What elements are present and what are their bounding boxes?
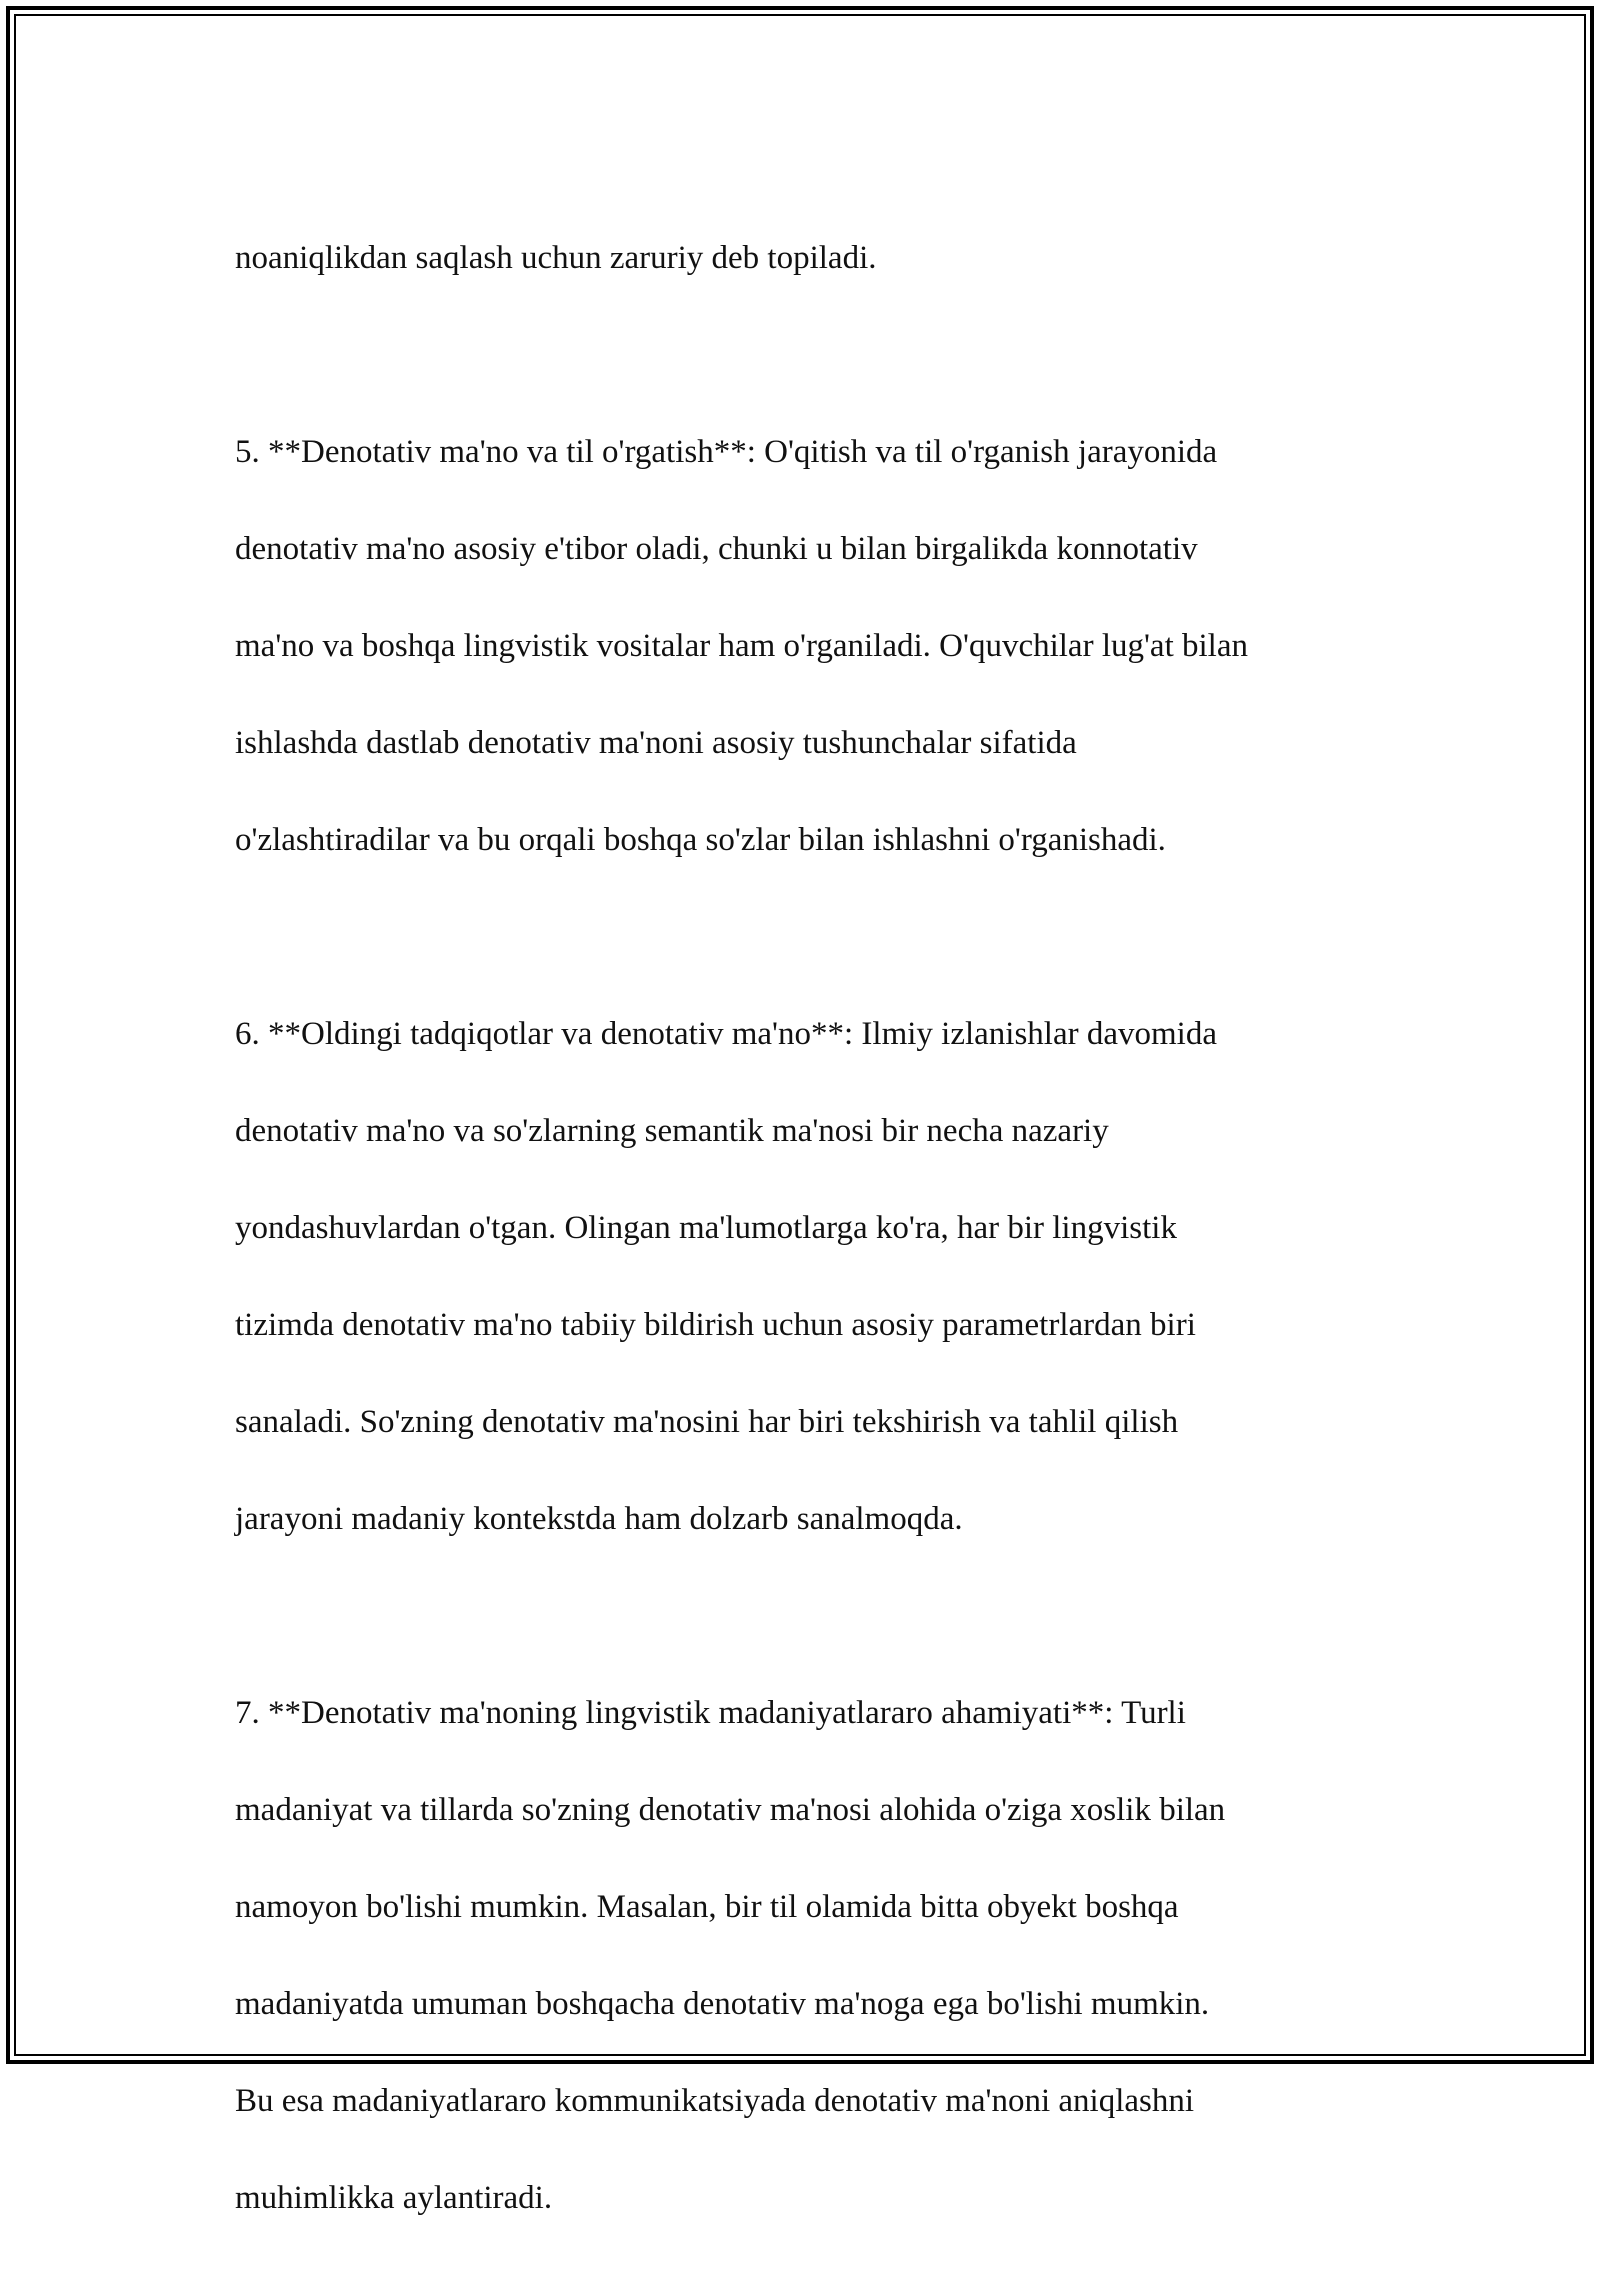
paragraph-gap xyxy=(235,331,1385,380)
text-line: madaniyatda umuman boshqacha denotativ ma'noga ega bo'lishi mumkin. xyxy=(235,1985,1210,2022)
paragraph-continuation xyxy=(235,185,1385,331)
text-line: 6. **Oldingi tadqiqotlar va denotativ ma'no**: Ilmiy izlanishlar davomida xyxy=(235,1015,1217,1052)
paragraph-item-7 xyxy=(235,1640,1385,2271)
text-line: o'zlashtiradilar va bu orqali boshqa so'zlar bilan ishlashni o'rganishadi. xyxy=(235,821,1166,858)
text-line: denotativ ma'no va so'zlarning semantik ma'nosi bir necha nazariy xyxy=(235,1112,1109,1149)
paragraph-gap xyxy=(235,1592,1385,1641)
text-line: ishlashda dastlab denotativ ma'noni asosiy tushunchalar sifatida xyxy=(235,724,1077,761)
paragraph-item-6 xyxy=(235,961,1385,1592)
text-line: jarayoni madaniy kontekstda ham dolzarb sanalmoqda. xyxy=(235,1500,963,1537)
document-body xyxy=(235,185,1385,2271)
text-line: yondashuvlardan o'tgan. Olingan ma'lumotlarga ko'ra, har bir lingvistik xyxy=(235,1209,1177,1246)
text-line: noaniqlikdan saqlash uchun zaruriy deb topiladi. xyxy=(235,239,877,276)
text-line: namoyon bo'lishi mumkin. Masalan, bir til olamida bitta obyekt boshqa xyxy=(235,1888,1179,1925)
text-line: denotativ ma'no asosiy e'tibor oladi, chunki u bilan birgalikda konnotativ xyxy=(235,530,1198,567)
text-line: 7. **Denotativ ma'noning lingvistik madaniyatlararo ahamiyati**: Turli xyxy=(235,1694,1186,1731)
text-line: 5. **Denotativ ma'no va til o'rgatish**: O'qitish va til o'rganish jarayonida xyxy=(235,433,1218,470)
paragraph-gap xyxy=(235,913,1385,962)
text-line: Bu esa madaniyatlararo kommunikatsiyada denotativ ma'noni aniqlashni xyxy=(235,2082,1195,2119)
text-line: madaniyat va tillarda so'zning denotativ ma'nosi alohida o'ziga xoslik bilan xyxy=(235,1791,1226,1828)
text-line: ma'no va boshqa lingvistik vositalar ham o'rganiladi. O'quvchilar lug'at bilan xyxy=(235,627,1248,664)
text-line: muhimlikka aylantiradi. xyxy=(235,2179,553,2216)
paragraph-item-5 xyxy=(235,379,1385,913)
text-line: sanaladi. So'zning denotativ ma'nosini har biri tekshirish va tahlil qilish xyxy=(235,1403,1179,1440)
text-line: tizimda denotativ ma'no tabiiy bildirish uchun asosiy parametrlardan biri xyxy=(235,1306,1196,1343)
